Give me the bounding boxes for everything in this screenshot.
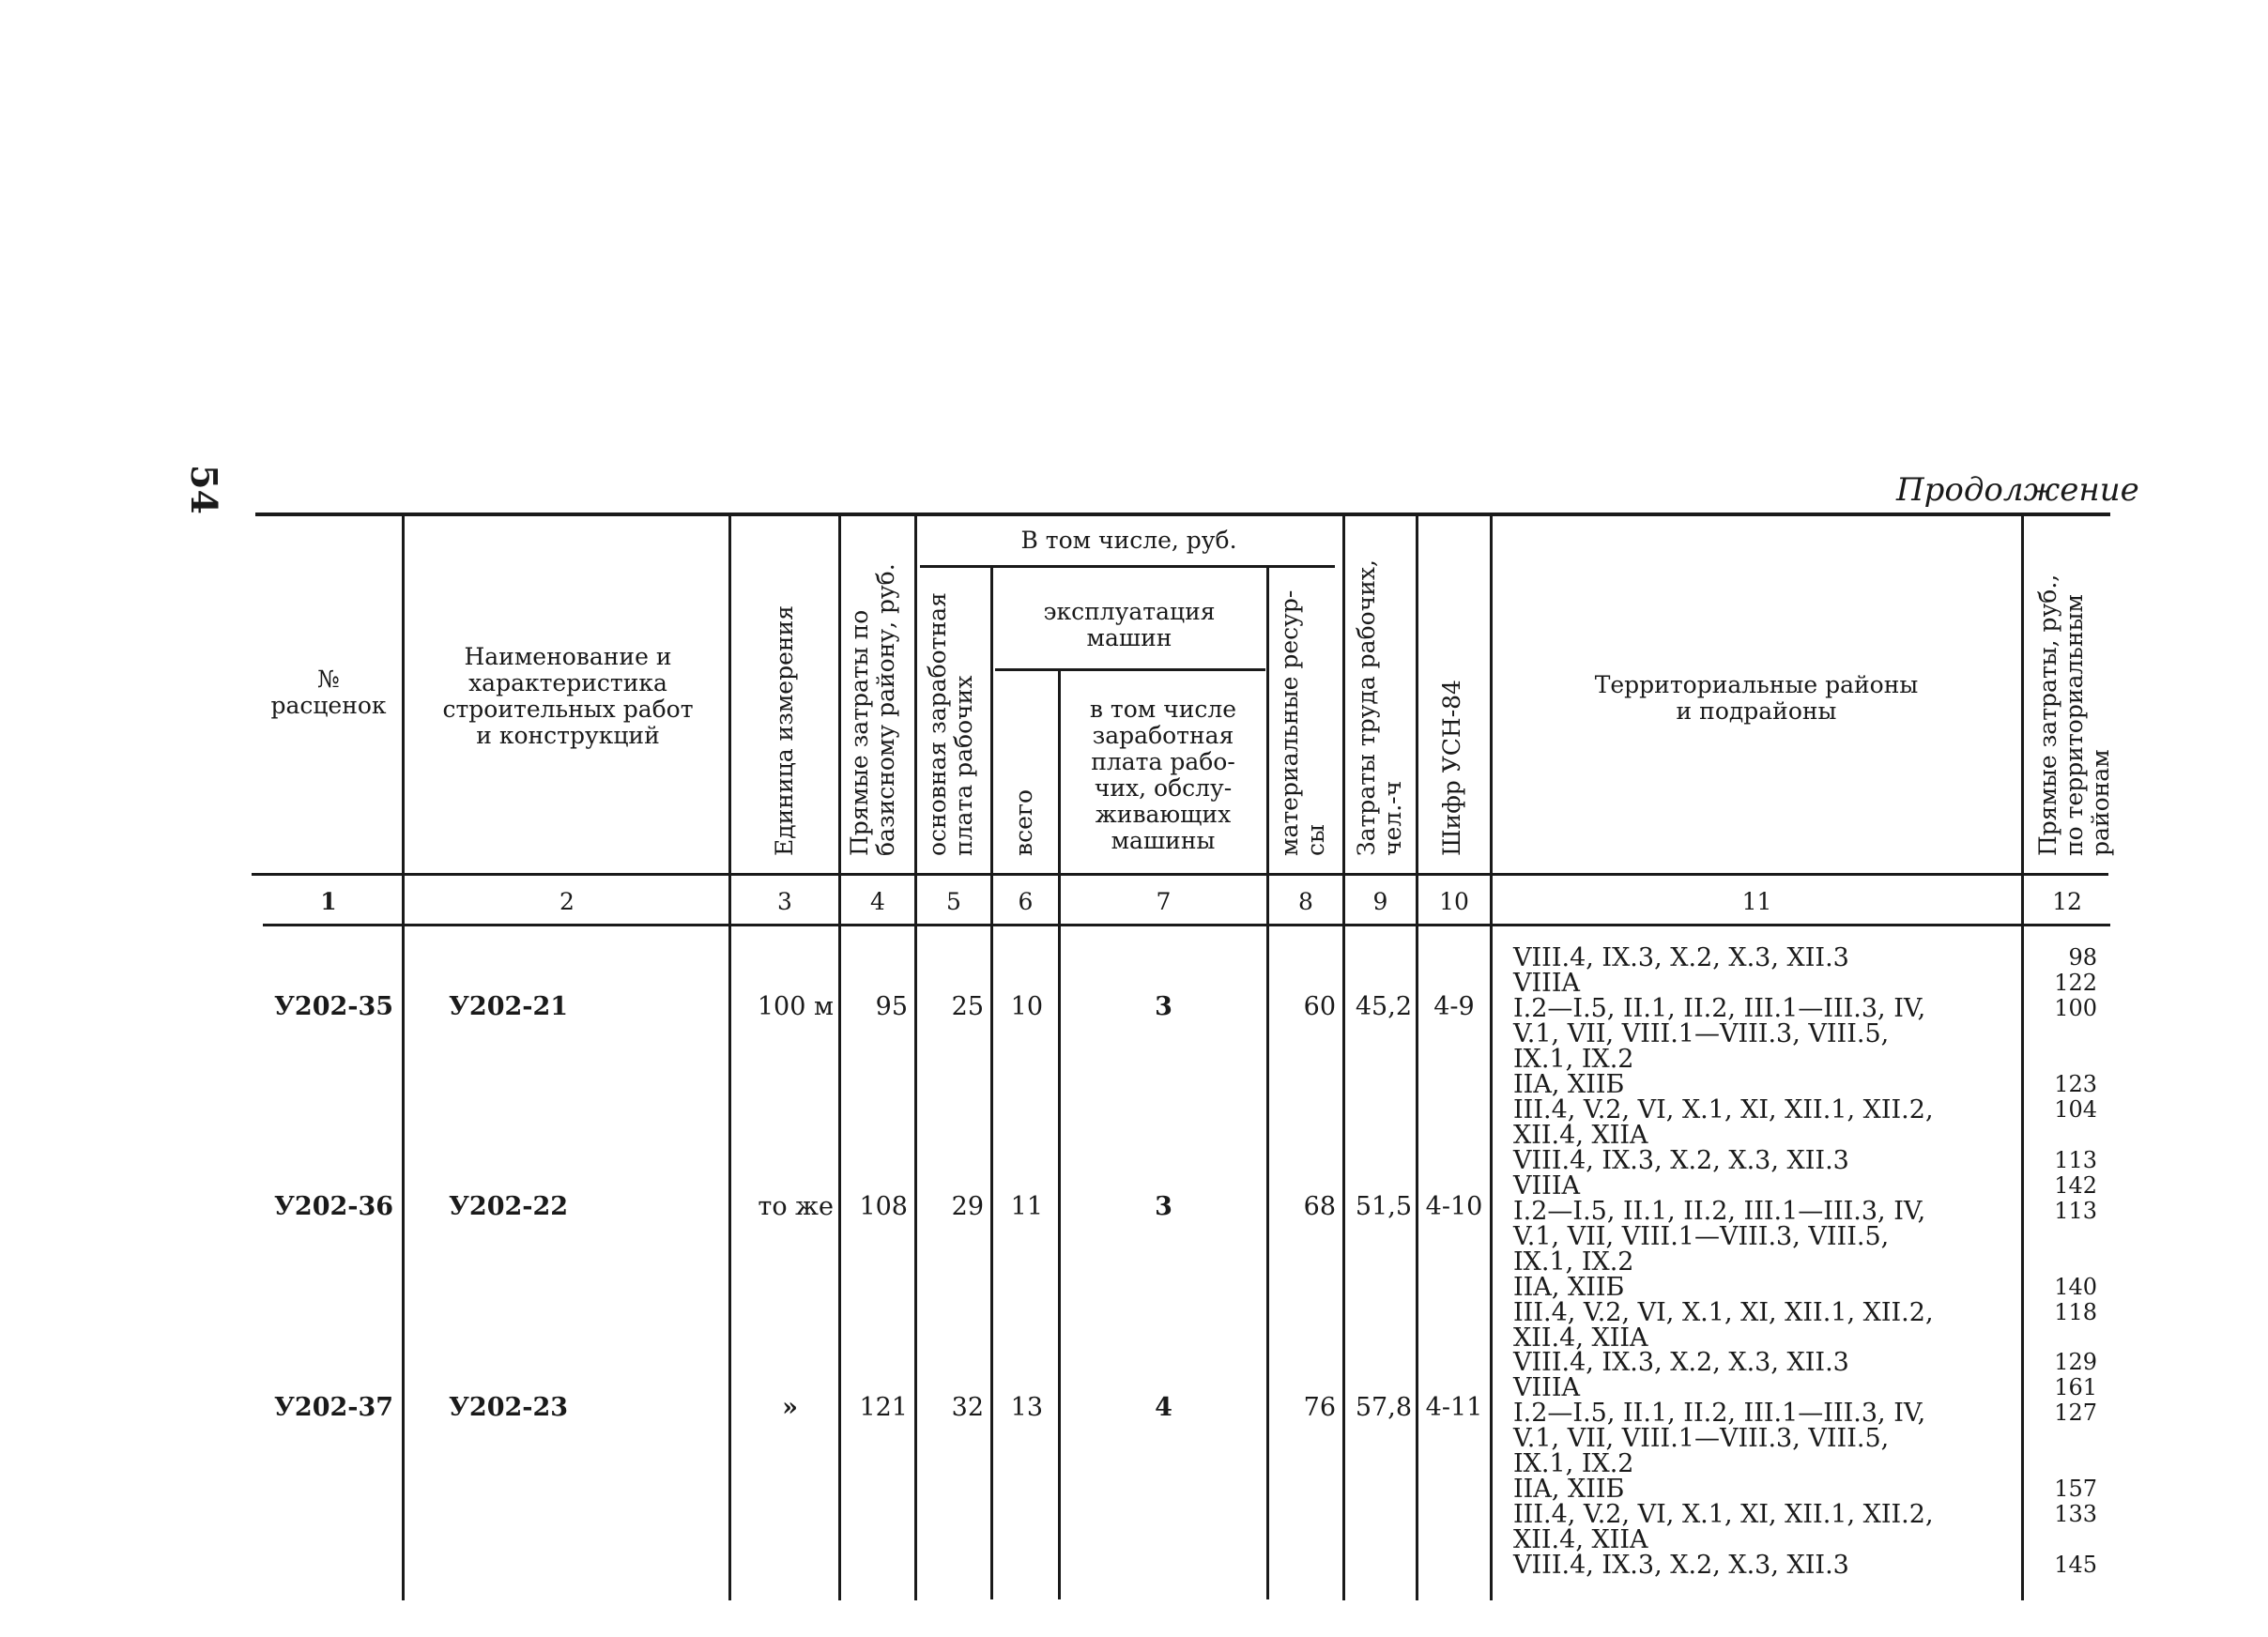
row3-prices: 129 161 127 157 133 145 <box>2054 1349 2097 1578</box>
header-col4: Прямые затраты по базисному району, руб. <box>846 563 899 856</box>
header-bottom-rule-b <box>263 924 2110 926</box>
page-number: 54 <box>183 465 225 514</box>
row1-prices: 98 122 100 123 104 <box>2054 944 2097 1123</box>
row1-cipher: 4-9 <box>1433 992 1475 1021</box>
row1-direct: 95 <box>875 992 908 1021</box>
row3-unit: » <box>782 1393 798 1422</box>
row2-name: У202-22 <box>449 1192 569 1221</box>
header-group-label: В том числе, руб. <box>1020 527 1237 554</box>
row3-wages: 32 <box>951 1393 984 1422</box>
header-machines-group: эксплуатация машин <box>1043 598 1216 651</box>
header-col10: Шифр УСН-84 <box>1438 680 1465 856</box>
col-sep-5 <box>990 567 993 1599</box>
colnum-6: 6 <box>1018 888 1034 915</box>
group-rule <box>920 565 1335 568</box>
colnum-11: 11 <box>1741 888 1772 915</box>
header-col3: Единица измерения <box>771 605 798 856</box>
machines-rule <box>995 668 1265 671</box>
colnum-10: 10 <box>1439 888 1469 915</box>
row2-prices: 113 142 113 140 118 <box>2054 1147 2097 1325</box>
colnum-2: 2 <box>559 888 575 915</box>
header-bottom-rule-a <box>252 873 2108 876</box>
row2-wages: 29 <box>951 1192 984 1221</box>
header-col6: всего <box>1010 788 1037 856</box>
header-col11: Территориальные районы и подрайоны <box>1594 671 1919 725</box>
row3-direct: 121 <box>859 1393 908 1422</box>
row3-code: У202-37 <box>274 1393 394 1422</box>
table-top-rule <box>255 513 2110 516</box>
row3-labor: 57,8 <box>1355 1393 1412 1422</box>
col-sep-8 <box>1342 516 1345 1600</box>
header-col8: материальные ресур- сы <box>1276 589 1329 856</box>
row3-name: У202-23 <box>449 1393 569 1422</box>
header-col7: в том числе заработная плата рабо- чих, обслу- живающих машины <box>1089 696 1237 854</box>
row2-territories: VIII.4, IX.3, X.2, X.3, XII.3 VIIIA I.2—I.5, II.1, II.2, III.1—III.3, IV, V.1, VII, VIII.1—VIII.3, VIII.5, IX.1, IX.2 IIA, XIIБ III.4, V.2, VI, X.1, XI, XII.1, XII.2, XII.4, XIIA <box>1513 1146 1934 1353</box>
colnum-9: 9 <box>1372 888 1388 915</box>
row3-machines-total: 13 <box>1010 1393 1043 1422</box>
row3-materials: 76 <box>1303 1393 1336 1422</box>
row2-materials: 68 <box>1303 1192 1336 1221</box>
row1-code: У202-35 <box>274 992 394 1021</box>
col-sep-3 <box>838 516 841 1600</box>
row2-machines-total: 11 <box>1010 1192 1043 1221</box>
row1-name: У202-21 <box>449 992 569 1021</box>
col-sep-10 <box>1490 516 1493 1600</box>
colnum-3: 3 <box>777 888 792 915</box>
row1-unit: 100 м <box>757 992 834 1021</box>
colnum-8: 8 <box>1298 888 1313 915</box>
col-sep-2 <box>728 516 731 1600</box>
row1-wages: 25 <box>951 992 984 1021</box>
row3-territories: VIII.4, IX.3, X.2, X.3, XII.3 VIIIA I.2—I.5, II.1, II.2, III.1—III.3, IV, V.1, VII, VIII.1—VIII.3, VIII.5, IX.1, IX.2 IIA, XIIБ III.4, V.2, VI, X.1, XI, XII.1, XII.2, XII.4, XIIA VIII.4, IX.3, X.2, X.3, XII.3 <box>1513 1348 1934 1580</box>
col-sep-4 <box>914 516 917 1600</box>
col-sep-11 <box>2021 516 2024 1600</box>
colnum-12: 12 <box>2052 888 2082 915</box>
col-sep-9 <box>1416 516 1418 1600</box>
colnum-5: 5 <box>946 888 961 915</box>
row2-unit: то же <box>758 1192 834 1221</box>
row2-code: У202-36 <box>274 1192 394 1221</box>
col-sep-1 <box>402 516 405 1600</box>
row1-machines-total: 10 <box>1010 992 1043 1021</box>
row2-labor: 51,5 <box>1355 1192 1412 1221</box>
row1-territories: VIII.4, IX.3, X.2, X.3, XII.3 VIIIA I.2—I.5, II.1, II.2, III.1—III.3, IV, V.1, VII, VIII.1—VIII.3, VIII.5, IX.1, IX.2 IIA, XIIБ III.4, V.2, VI, X.1, XI, XII.1, XII.2, XII.4, XIIA <box>1513 943 1934 1150</box>
row2-direct: 108 <box>859 1192 908 1221</box>
continuation-label: Продолжение <box>1896 471 2139 509</box>
col-sep-7 <box>1266 567 1269 1599</box>
header-col9: Затраты труда рабочих, чел.-ч <box>1353 559 1406 856</box>
row3-cipher: 4-11 <box>1425 1393 1483 1422</box>
header-col5: основная заработная плата рабочих <box>924 592 977 856</box>
header-col2: Наименование и характеристика строительных работ и конструкций <box>442 643 694 749</box>
row2-cipher: 4-10 <box>1425 1192 1483 1221</box>
colnum-1: 1 <box>320 888 337 915</box>
row1-labor: 45,2 <box>1355 992 1412 1021</box>
header-col1: № расценок <box>270 666 387 719</box>
row1-materials: 60 <box>1303 992 1336 1021</box>
row1-machines-wages: 3 <box>1155 992 1172 1021</box>
header-col12: Прямые затраты, руб., по территориальным районам <box>2034 574 2114 856</box>
row3-machines-wages: 4 <box>1155 1393 1172 1422</box>
colnum-4: 4 <box>870 888 885 915</box>
colnum-7: 7 <box>1156 888 1172 915</box>
row2-machines-wages: 3 <box>1155 1192 1172 1221</box>
